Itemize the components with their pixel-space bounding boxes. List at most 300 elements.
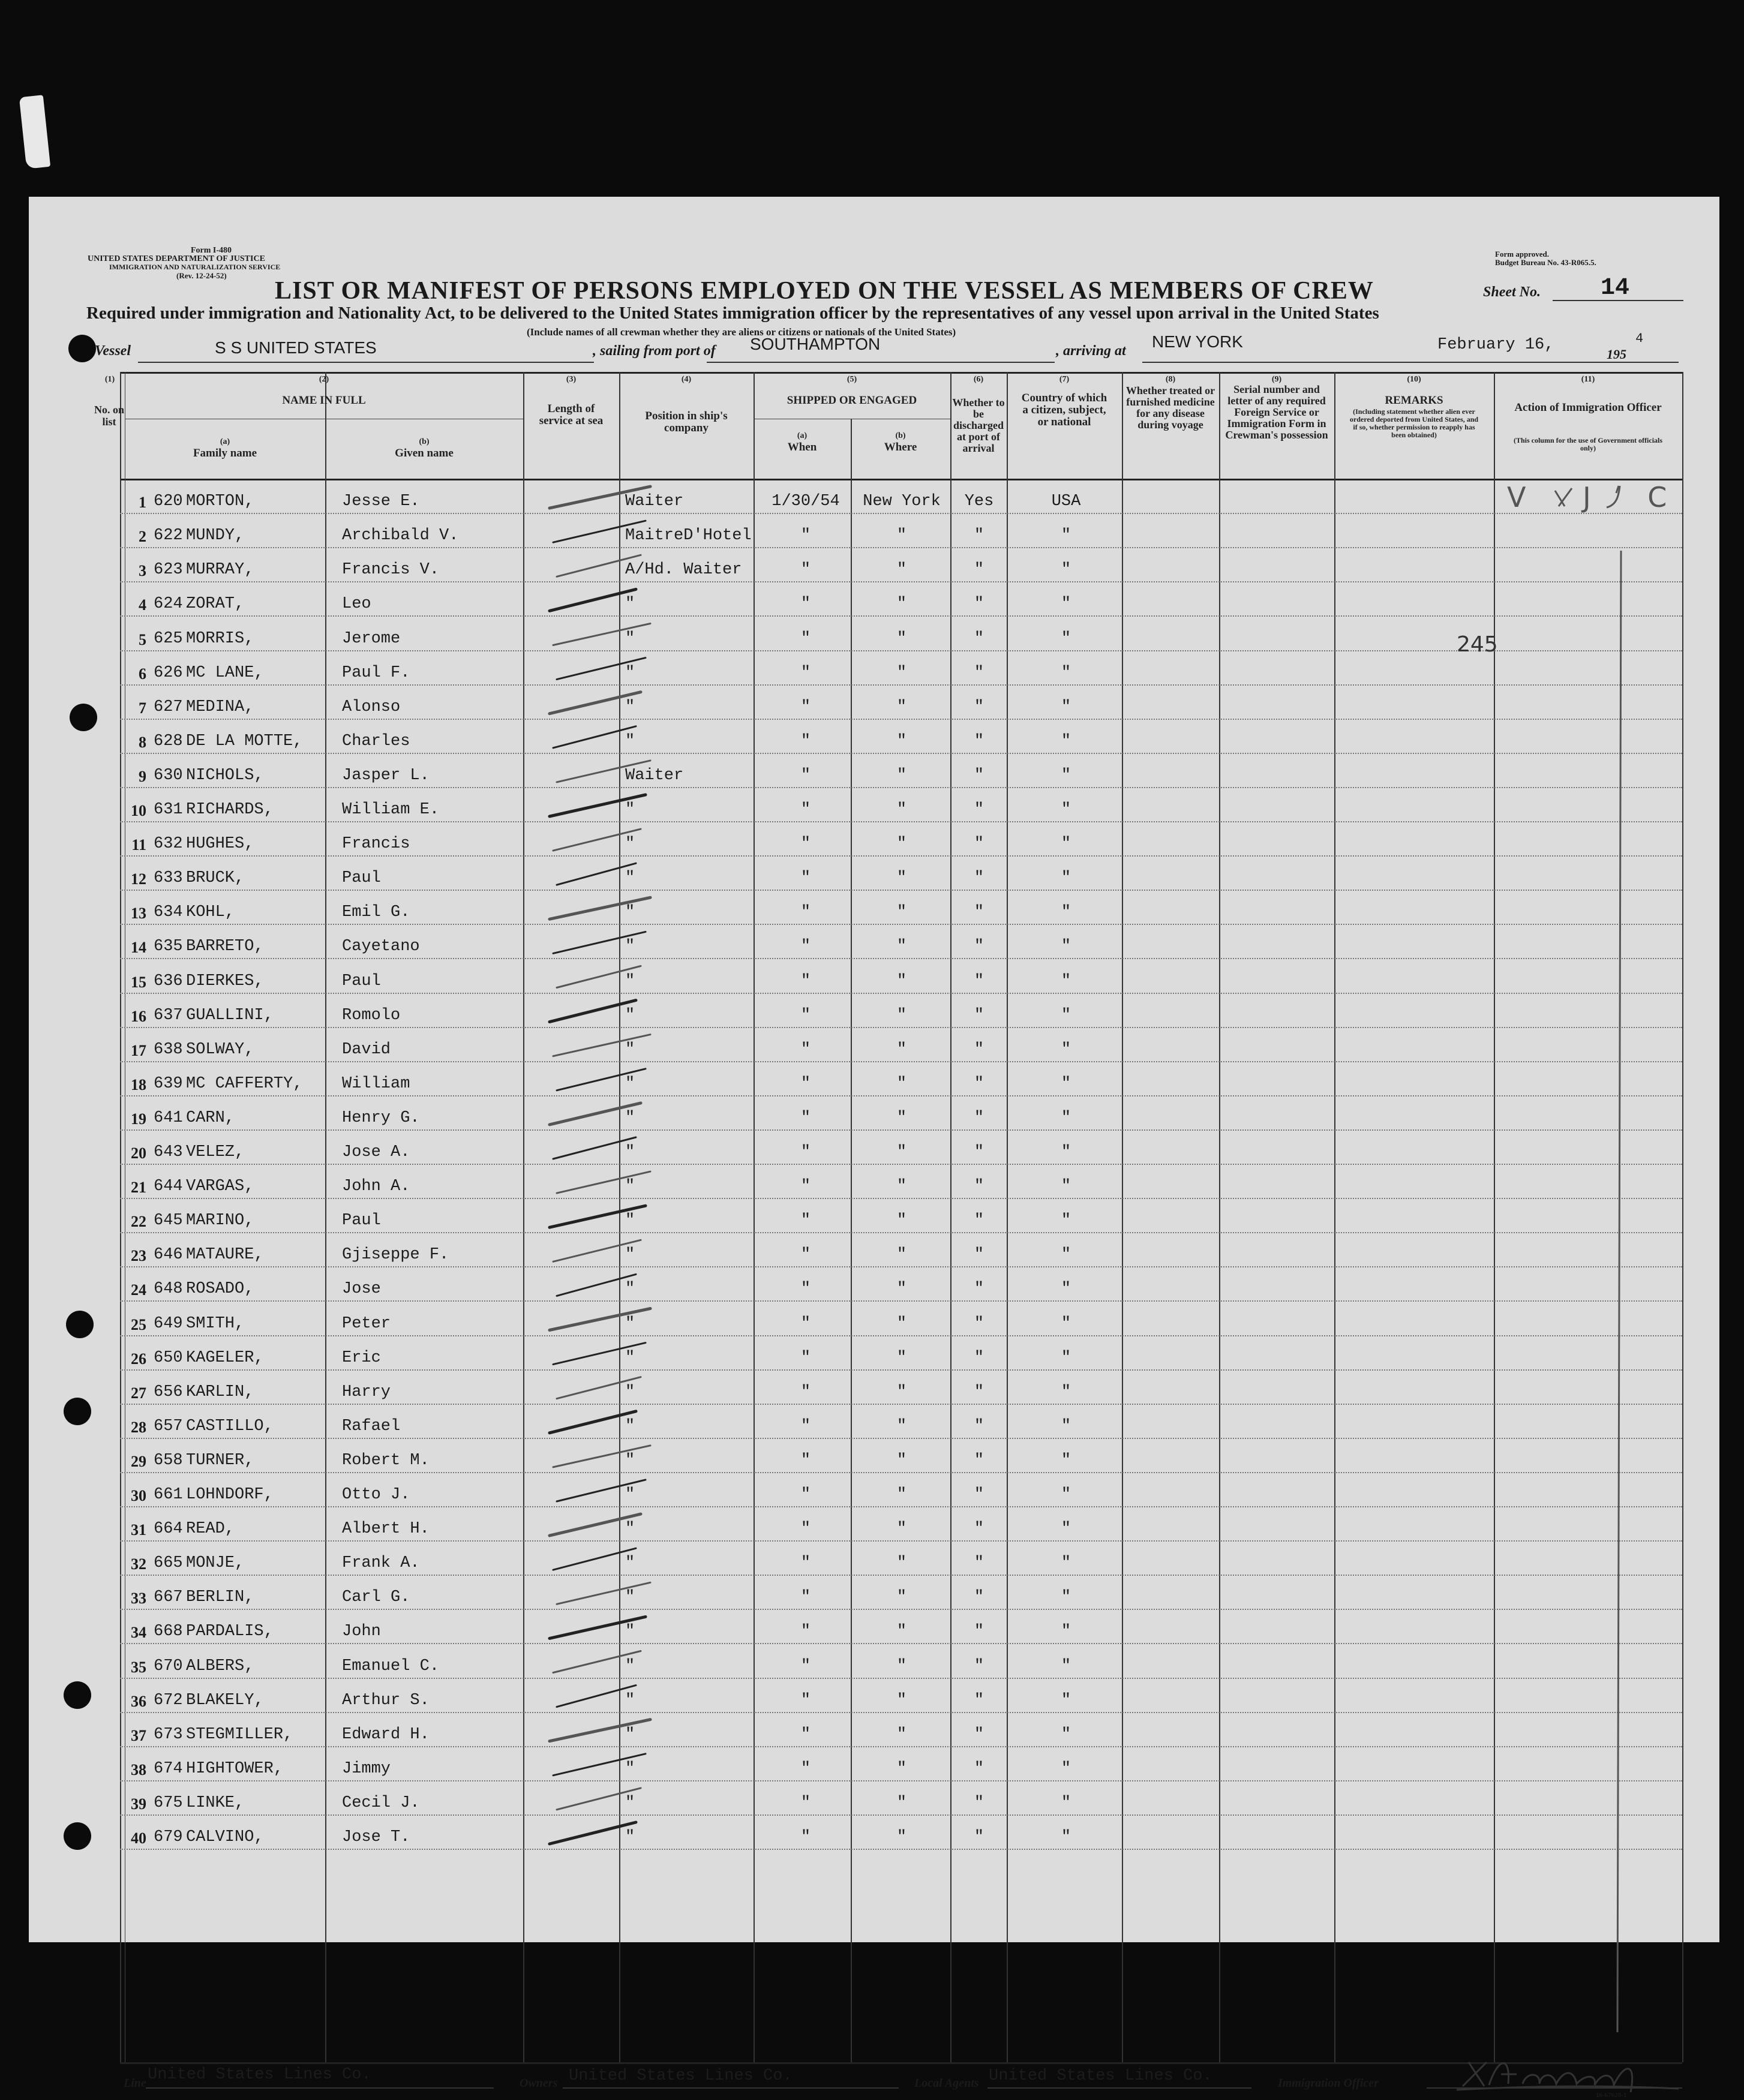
position: " <box>625 1212 635 1230</box>
country: " <box>1061 1108 1071 1127</box>
country: " <box>1061 1451 1071 1470</box>
family-name: CASTILLO, <box>186 1417 274 1435</box>
family-name: MC LANE, <box>186 663 264 682</box>
list-number: 637 <box>154 1006 183 1025</box>
discharge: " <box>974 629 984 648</box>
position: " <box>625 869 635 888</box>
service-stroke <box>550 1617 646 1638</box>
col-header-remarks: REMARKS <box>1385 394 1443 407</box>
given-name: Gjiseppe F. <box>342 1246 449 1264</box>
family-name: SOLWAY, <box>186 1040 254 1059</box>
list-number: 643 <box>154 1143 183 1161</box>
col-header-shipped-or-engaged: SHIPPED OR ENGAGED <box>787 394 917 407</box>
service-stroke <box>550 486 650 508</box>
line-number: 28 <box>131 1418 146 1436</box>
officer-check-line <box>1529 479 1685 2038</box>
country: " <box>1061 1212 1071 1230</box>
position: " <box>625 1759 635 1778</box>
given-name: Otto J. <box>342 1486 410 1504</box>
shipped-when: " <box>800 1691 811 1710</box>
line-number: 24 <box>131 1281 146 1299</box>
service-stroke <box>553 1343 646 1365</box>
service-stroke <box>550 589 636 611</box>
position: " <box>625 1691 635 1710</box>
shipped-when: " <box>800 1177 811 1196</box>
family-name: MEDINA, <box>186 698 254 716</box>
shipped-when: " <box>800 1657 811 1675</box>
discharge: " <box>974 1486 984 1504</box>
shipped-where: " <box>896 1108 907 1127</box>
given-name: Alonso <box>342 698 401 716</box>
shipped-when: " <box>800 561 811 579</box>
family-name: TURNER, <box>186 1451 254 1470</box>
country: " <box>1061 1143 1071 1161</box>
line-number: 6 <box>139 665 146 683</box>
list-number: 625 <box>154 629 183 648</box>
shipped-where: " <box>896 1040 907 1059</box>
list-number: 638 <box>154 1040 183 1059</box>
port-to: NEW YORK <box>1152 332 1243 351</box>
service-stroke <box>553 1446 650 1467</box>
position: " <box>625 1725 635 1744</box>
family-name: HIGHTOWER, <box>186 1759 284 1778</box>
position: " <box>625 903 635 922</box>
col-header-country: Country of which a citizen, subject, or national <box>1021 392 1107 428</box>
col-header-given-name: Given name <box>395 447 454 459</box>
family-name: READ, <box>186 1520 235 1539</box>
discharge: " <box>974 561 984 579</box>
shipped-when: " <box>800 1759 811 1778</box>
officer-marks: V J C <box>1507 481 1691 513</box>
service-stroke <box>557 658 646 680</box>
service-stroke <box>557 1788 641 1810</box>
agents-underline <box>987 2087 1251 2089</box>
list-number: 650 <box>154 1348 183 1367</box>
position: " <box>625 1348 635 1367</box>
discharge: " <box>974 1793 984 1812</box>
service-name: IMMIGRATION AND NATURALIZATION SERVICE <box>109 263 281 271</box>
shipped-where: " <box>896 1280 907 1299</box>
family-name: DIERKES, <box>186 972 264 990</box>
col-header-discharge: Whether to be discharged at port of arrival <box>952 396 1005 454</box>
service-stroke <box>553 726 636 748</box>
service-stroke <box>550 1822 636 1844</box>
line-number: 37 <box>131 1726 146 1744</box>
shipped-when: " <box>800 1280 811 1299</box>
line-number: 34 <box>131 1624 146 1642</box>
list-number: 623 <box>154 561 183 579</box>
line-number: 22 <box>131 1213 146 1231</box>
shipped-when: " <box>800 1554 811 1573</box>
given-name: Romolo <box>342 1006 401 1025</box>
given-name: Edward H. <box>342 1725 430 1744</box>
given-name: Francis V. <box>342 561 440 579</box>
position: " <box>625 698 635 716</box>
given-name: John <box>342 1623 381 1641</box>
discharge: " <box>974 1108 984 1127</box>
col-header-name-in-full: NAME IN FULL <box>282 394 366 407</box>
line-number: 7 <box>139 699 146 717</box>
service-stroke <box>553 1137 636 1159</box>
family-name: KAGELER, <box>186 1348 264 1367</box>
country: " <box>1061 903 1071 922</box>
position: " <box>625 1554 635 1573</box>
position: " <box>625 1177 635 1196</box>
discharge: " <box>974 869 984 888</box>
list-number: 628 <box>154 732 183 750</box>
discharge: " <box>974 1383 984 1401</box>
service-stroke <box>550 1206 646 1227</box>
country: " <box>1061 1383 1071 1401</box>
country: " <box>1061 629 1071 648</box>
shipped-when: " <box>800 595 811 614</box>
shipped-where: " <box>896 1828 907 1846</box>
discharge: " <box>974 1691 984 1710</box>
country: " <box>1061 1691 1071 1710</box>
discharge: " <box>974 1212 984 1230</box>
given-name: Emil G. <box>342 903 410 922</box>
given-name: Rafael <box>342 1417 401 1435</box>
given-name: Cayetano <box>342 938 420 956</box>
position: " <box>625 1828 635 1846</box>
service-stroke <box>553 829 641 851</box>
list-number: 630 <box>154 766 183 785</box>
print-code: 16-67620-1 <box>1596 2092 1627 2099</box>
shipped-where: " <box>896 1074 907 1093</box>
discharge: " <box>974 698 984 716</box>
family-name: ROSADO, <box>186 1280 254 1299</box>
service-stroke <box>557 1686 636 1707</box>
discharge: " <box>974 1314 984 1333</box>
line-number: 14 <box>131 939 146 957</box>
country: " <box>1061 938 1071 956</box>
shipped-when: " <box>800 1417 811 1435</box>
family-name: LOHNDORF, <box>186 1486 274 1504</box>
discharge: " <box>974 766 984 785</box>
country: " <box>1061 1623 1071 1641</box>
service-stroke <box>550 692 641 714</box>
shipped-when: " <box>800 1451 811 1470</box>
service-stroke <box>553 1548 636 1570</box>
position: " <box>625 1417 635 1435</box>
col-header-list-no: No. on list <box>94 404 124 428</box>
list-number: 633 <box>154 869 183 888</box>
family-name: NICHOLS, <box>186 766 264 785</box>
position: " <box>625 801 635 819</box>
position: " <box>625 1486 635 1504</box>
family-name: MURRAY, <box>186 561 254 579</box>
col-number: (10) <box>1407 375 1421 384</box>
officer-label: Immigration Officer <box>1278 2077 1379 2090</box>
col-number: (8) <box>1165 375 1176 384</box>
list-number: 635 <box>154 938 183 956</box>
country: " <box>1061 801 1071 819</box>
shipped-when: " <box>800 1314 811 1333</box>
shipped-where: " <box>896 1246 907 1264</box>
list-number: 668 <box>154 1623 183 1641</box>
position: " <box>625 663 635 682</box>
family-name: LINKE, <box>186 1793 245 1812</box>
given-name: William E. <box>342 801 440 819</box>
service-stroke <box>553 1240 641 1261</box>
col-number: (a) <box>220 437 230 446</box>
position: " <box>625 1246 635 1264</box>
discharge: " <box>974 1657 984 1675</box>
shipped-when: " <box>800 1040 811 1059</box>
list-number: 634 <box>154 903 183 922</box>
service-stroke <box>557 863 636 885</box>
remarks-number: 245 <box>1457 632 1498 657</box>
family-name: PARDALIS, <box>186 1623 274 1641</box>
arriving-label: , arriving at <box>1056 343 1126 359</box>
given-name: Arthur S. <box>342 1691 430 1710</box>
list-number: 646 <box>154 1246 183 1264</box>
given-name: Emanuel C. <box>342 1657 440 1675</box>
col-header-position: Position in ship's company <box>645 410 728 434</box>
line-number: 3 <box>139 562 146 580</box>
col-number: (6) <box>973 375 984 384</box>
form-revision: (Rev. 12-24-52) <box>176 271 227 280</box>
given-name: Paul F. <box>342 663 410 682</box>
discharge: " <box>974 801 984 819</box>
discharge: " <box>974 1451 984 1470</box>
position: " <box>625 1040 635 1059</box>
service-stroke <box>550 795 646 816</box>
owners-value: United States Lines Co. <box>569 2067 793 2085</box>
position: Waiter <box>625 766 684 785</box>
shipped-when: " <box>800 869 811 888</box>
line-number: 35 <box>131 1658 146 1676</box>
country: " <box>1061 1759 1071 1778</box>
col-header-where: Where <box>884 441 917 453</box>
list-number: 620 <box>154 492 183 511</box>
col-number: (3) <box>566 375 577 384</box>
shipped-where: " <box>896 1212 907 1230</box>
position: " <box>625 732 635 750</box>
discharge: " <box>974 595 984 614</box>
col-number: (11) <box>1581 375 1595 384</box>
line-number: 39 <box>131 1795 146 1813</box>
service-stroke <box>557 966 641 988</box>
line-number: 1 <box>139 494 146 512</box>
line-number: 15 <box>131 973 146 991</box>
line-number: 40 <box>131 1829 146 1847</box>
country: " <box>1061 1657 1071 1675</box>
line-number: 33 <box>131 1590 146 1608</box>
position: " <box>625 629 635 648</box>
col-header-serial-number: Serial number and letter of any required Foreign Service or Immigration Form in Crewman's possession <box>1225 383 1328 441</box>
shipped-when: " <box>800 835 811 854</box>
country: " <box>1061 869 1071 888</box>
year-suffix: 4 <box>1635 331 1644 346</box>
list-number: 670 <box>154 1657 183 1675</box>
col-number: (5) <box>847 375 857 384</box>
line-number: 2 <box>139 528 146 546</box>
family-name: CALVINO, <box>186 1828 264 1846</box>
given-name: Paul <box>342 1212 381 1230</box>
service-stroke <box>557 1480 646 1501</box>
service-strokes <box>29 197 1719 1942</box>
col-number: (1) <box>104 375 115 384</box>
manifest-title: LIST OR MANIFEST OF PERSONS EMPLOYED ON THE VESSEL AS MEMBERS OF CREW <box>275 277 1374 305</box>
discharge: " <box>974 1417 984 1435</box>
position: " <box>625 1793 635 1812</box>
discharge: " <box>974 972 984 990</box>
country: " <box>1061 1280 1071 1299</box>
line-number: 31 <box>131 1521 146 1539</box>
binder-tab <box>19 95 50 169</box>
shipped-where: " <box>896 1793 907 1812</box>
line-number: 29 <box>131 1452 146 1470</box>
family-name: BLAKELY, <box>186 1691 264 1710</box>
given-name: Leo <box>342 595 371 614</box>
service-stroke <box>550 1411 636 1433</box>
list-number: 627 <box>154 698 183 716</box>
shipped-where: " <box>896 903 907 922</box>
family-name: BERLIN, <box>186 1588 254 1607</box>
list-number: 648 <box>154 1280 183 1299</box>
sheet-label: Sheet No. <box>1483 284 1541 300</box>
shipped-when: " <box>800 1212 811 1230</box>
position: " <box>625 1074 635 1093</box>
list-number: 624 <box>154 595 183 614</box>
service-stroke <box>550 1720 650 1741</box>
given-name: Jesse E. <box>342 492 420 511</box>
shipped-where: " <box>896 1588 907 1607</box>
country: " <box>1061 732 1071 750</box>
line-number: 16 <box>131 1007 146 1025</box>
line-number: 30 <box>131 1487 146 1504</box>
country: " <box>1061 698 1071 716</box>
given-name: Frank A. <box>342 1554 420 1573</box>
line-number: 26 <box>131 1350 146 1368</box>
service-stroke <box>553 1754 646 1775</box>
discharge: " <box>974 527 984 545</box>
family-name: BRUCK, <box>186 869 245 888</box>
shipped-where: " <box>896 663 907 682</box>
given-name: Jimmy <box>342 1759 391 1778</box>
given-name: Jose A. <box>342 1143 410 1161</box>
family-name: BARRETO, <box>186 938 264 956</box>
shipped-when: " <box>800 629 811 648</box>
agents-label: Local Agents <box>914 2077 979 2090</box>
shipped-when: " <box>800 1246 811 1264</box>
form-number: Form I-480 <box>191 246 232 255</box>
list-number: 631 <box>154 801 183 819</box>
family-name: KARLIN, <box>186 1383 254 1401</box>
list-number: 649 <box>154 1314 183 1333</box>
col-number: (9) <box>1271 375 1282 384</box>
shipped-where: " <box>896 629 907 648</box>
line-number: 25 <box>131 1315 146 1333</box>
position: " <box>625 972 635 990</box>
line-number: 18 <box>131 1075 146 1093</box>
position: " <box>625 1006 635 1025</box>
given-name: Jerome <box>342 629 401 648</box>
discharge: " <box>974 1623 984 1641</box>
discharge: " <box>974 1520 984 1539</box>
country: " <box>1061 595 1071 614</box>
country: " <box>1061 1486 1071 1504</box>
shipped-where: " <box>896 1623 907 1641</box>
discharge: " <box>974 1006 984 1025</box>
family-name: DE LA MOTTE, <box>186 732 303 750</box>
discharge: " <box>974 1246 984 1264</box>
service-stroke <box>557 1377 641 1399</box>
shipped-when: " <box>800 527 811 545</box>
line-number: 11 <box>131 836 146 854</box>
service-stroke <box>557 1582 650 1604</box>
country: " <box>1061 972 1071 990</box>
col-number: (b) <box>895 431 906 440</box>
owners-underline <box>563 2087 899 2089</box>
given-name: Carl G. <box>342 1588 410 1607</box>
country: " <box>1061 1040 1071 1059</box>
shipped-when: " <box>800 1486 811 1504</box>
port-from: SOUTHAMPTON <box>750 335 881 353</box>
officer-signature <box>1451 2050 1685 2098</box>
given-name: Peter <box>342 1314 391 1333</box>
position: Waiter <box>625 492 684 511</box>
sheet-number: 14 <box>1601 275 1630 302</box>
service-stroke <box>550 1514 641 1536</box>
shipped-where: " <box>896 1554 907 1573</box>
given-name: Paul <box>342 972 381 990</box>
service-stroke <box>550 897 650 919</box>
country: " <box>1061 1554 1071 1573</box>
family-name: HUGHES, <box>186 835 254 854</box>
service-stroke <box>553 624 650 645</box>
shipped-where: " <box>896 1383 907 1401</box>
service-stroke <box>557 1274 636 1296</box>
position: " <box>625 1143 635 1161</box>
family-name: VELEZ, <box>186 1143 245 1161</box>
given-name: Robert M. <box>342 1451 430 1470</box>
position: " <box>625 1280 635 1299</box>
given-name: John A. <box>342 1177 410 1196</box>
family-name: MONJE, <box>186 1554 245 1573</box>
shipped-when: " <box>800 1383 811 1401</box>
family-name: ALBERS, <box>186 1657 254 1675</box>
budget-bureau-number: Budget Bureau No. 43-R065.5. <box>1495 258 1596 267</box>
line-number: 4 <box>139 596 146 614</box>
family-name: MORTON, <box>186 492 254 511</box>
position: " <box>625 1314 635 1333</box>
shipped-where: New York <box>863 492 941 511</box>
manifest-subtitle: Required under immigration and Nationality Act, to be delivered to the United States immigration officer by the representatives of any vessel upon arrival in the United States <box>86 304 1379 323</box>
shipped-when: " <box>800 698 811 716</box>
shipped-where: " <box>896 835 907 854</box>
shipped-when: " <box>800 1828 811 1846</box>
shipped-where: " <box>896 1725 907 1744</box>
discharge: " <box>974 1074 984 1093</box>
country: " <box>1061 1588 1071 1607</box>
discharge: " <box>974 1759 984 1778</box>
line-number: 10 <box>131 802 146 819</box>
shipped-when: " <box>800 663 811 682</box>
vessel-name: S S UNITED STATES <box>215 338 377 357</box>
given-name: Henry G. <box>342 1108 420 1127</box>
position: " <box>625 1108 635 1127</box>
discharge: " <box>974 1828 984 1846</box>
line-number: 23 <box>131 1247 146 1265</box>
service-stroke <box>557 555 641 576</box>
discharge: " <box>974 1177 984 1196</box>
list-number: 674 <box>154 1759 183 1778</box>
col-number: (7) <box>1059 375 1070 384</box>
shipped-where: " <box>896 1314 907 1333</box>
shipped-when: " <box>800 732 811 750</box>
